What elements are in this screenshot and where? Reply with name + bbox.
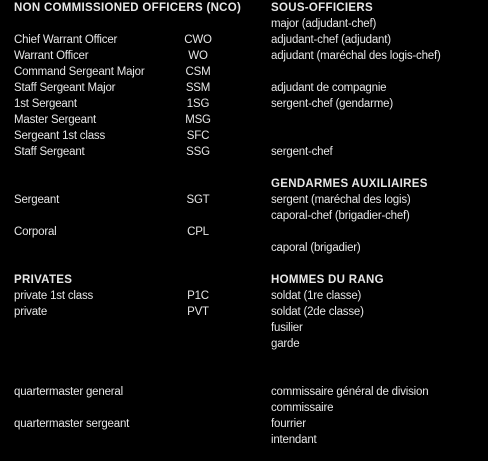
- rank-abbreviation: CWO: [184, 34, 212, 46]
- rank-french: fusilier: [271, 322, 303, 334]
- rank-english: quartermaster sergeant: [14, 418, 130, 430]
- rank-french: sergent (maréchal des logis): [271, 194, 411, 206]
- rank-abbreviation: 1SG: [186, 98, 210, 110]
- rank-english: Command Sergeant Major: [14, 66, 145, 78]
- rank-french: caporal-chef (brigadier-chef): [271, 210, 410, 222]
- rank-french: intendant: [271, 434, 317, 446]
- rank-french: commissaire: [271, 402, 334, 414]
- heading-gendarmes-auxiliaires: GENDARMES AUXILIAIRES: [271, 178, 428, 190]
- rank-french: fourrier: [271, 418, 306, 430]
- rank-french: adjudant (maréchal des logis-chef): [271, 50, 441, 62]
- rank-english: Sergeant 1st class: [14, 130, 106, 142]
- rank-english: Chief Warrant Officer: [14, 34, 118, 46]
- rank-french: caporal (brigadier): [271, 242, 361, 254]
- rank-abbreviation: SSM: [185, 82, 211, 94]
- rank-abbreviation: CSM: [185, 66, 211, 78]
- rank-english: quartermaster general: [14, 386, 123, 398]
- rank-english: Sergeant: [14, 194, 60, 206]
- rank-abbreviation: SFC: [186, 130, 210, 142]
- heading-privates: PRIVATES: [14, 274, 73, 286]
- rank-english: Master Sergeant: [14, 114, 97, 126]
- rank-english: 1st Sergeant: [14, 98, 77, 110]
- rank-french: major (adjudant-chef): [271, 18, 377, 30]
- rank-english: Warrant Officer: [14, 50, 89, 62]
- rank-french: adjudant de compagnie: [271, 82, 387, 94]
- rank-french: garde: [271, 338, 300, 350]
- heading-sous-officiers: SOUS-OFFICIERS: [271, 2, 373, 14]
- rank-english: Corporal: [14, 226, 57, 238]
- rank-french: soldat (2de classe): [271, 306, 364, 318]
- rank-english: private: [14, 306, 48, 318]
- rank-english: Staff Sergeant Major: [14, 82, 116, 94]
- rank-french: commissaire général de division: [271, 386, 429, 398]
- rank-french: sergent-chef (gendarme): [271, 98, 393, 110]
- rank-french: soldat (1re classe): [271, 290, 362, 302]
- rank-abbreviation: SSG: [186, 146, 210, 158]
- heading-hommes-du-rang: HOMMES DU RANG: [271, 274, 384, 286]
- rank-abbreviation: WO: [188, 50, 208, 62]
- rank-abbreviation: SGT: [186, 194, 210, 206]
- rank-abbreviation: P1C: [187, 290, 209, 302]
- rank-english: private 1st class: [14, 290, 94, 302]
- rank-abbreviation: PVT: [187, 306, 209, 318]
- rank-abbreviation: CPL: [187, 226, 209, 238]
- rank-abbreviation: MSG: [185, 114, 211, 126]
- rank-english: Staff Sergeant: [14, 146, 85, 158]
- rank-french: adjudant-chef (adjudant): [271, 34, 391, 46]
- rank-french: sergent-chef: [271, 146, 333, 158]
- heading-nco: NON COMMISSIONED OFFICERS (NCO): [14, 2, 242, 14]
